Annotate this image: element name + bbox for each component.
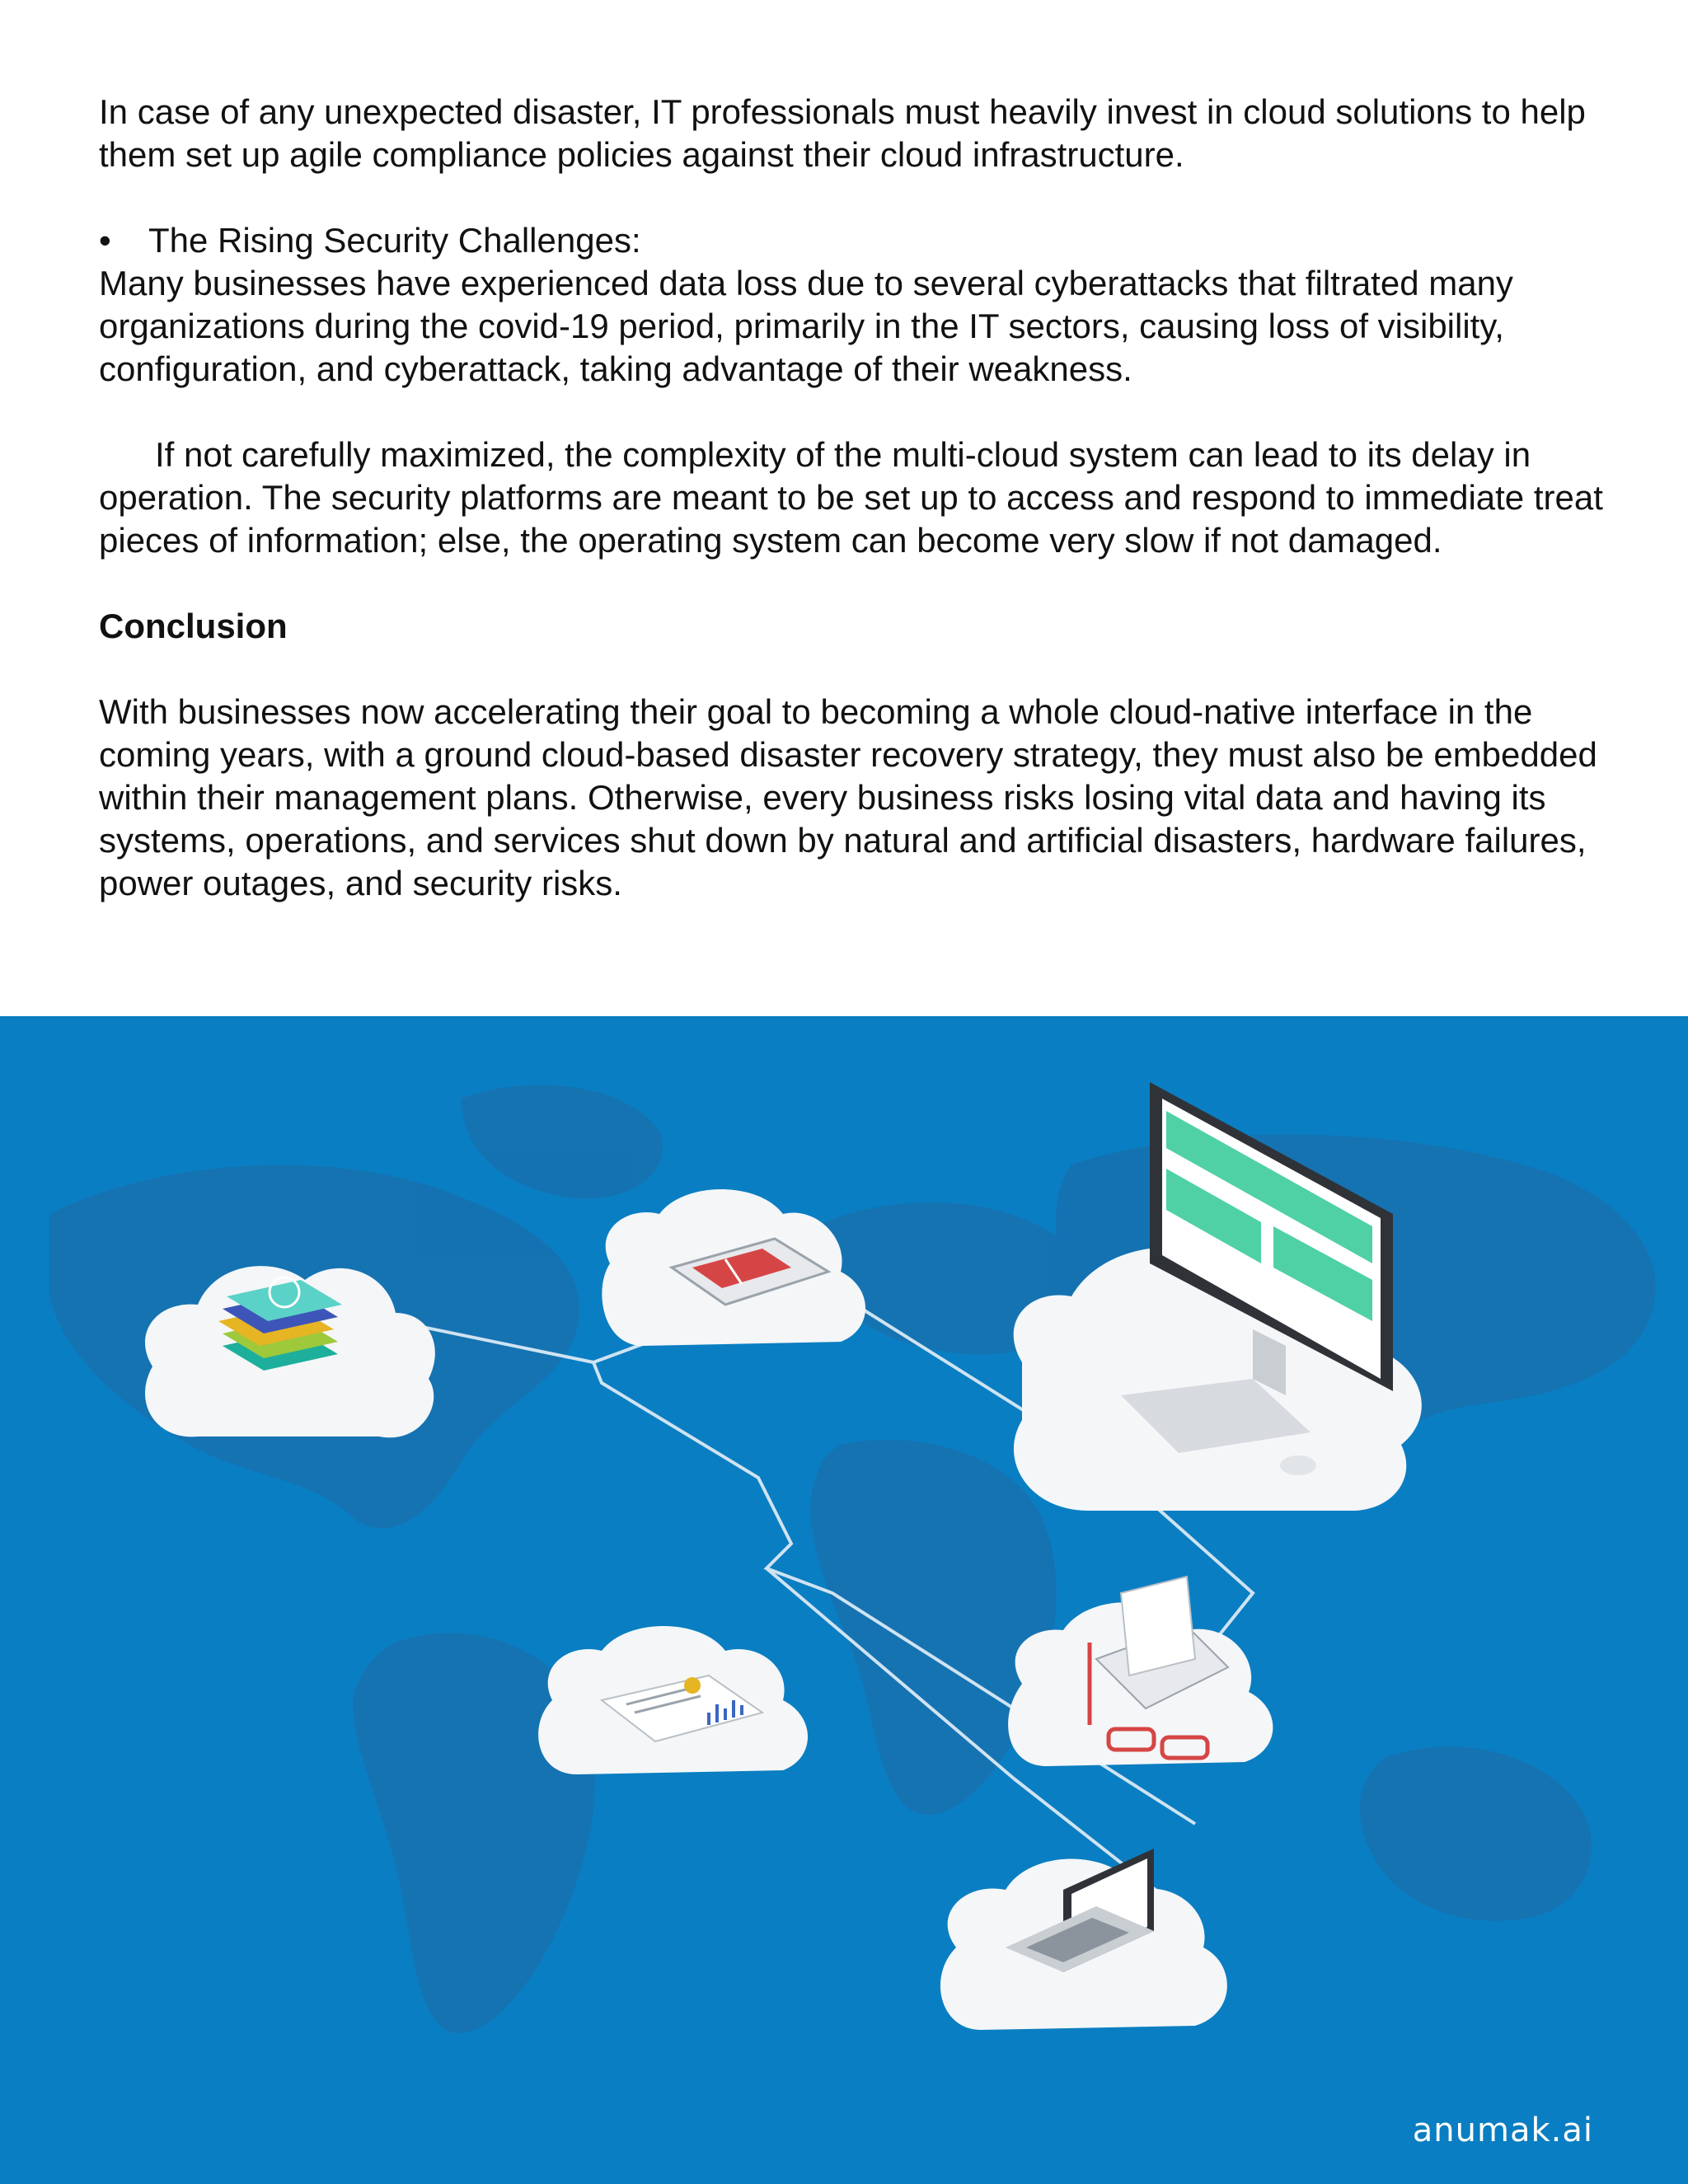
article-body: [99, 91, 1607, 905]
bullet-dot: •: [99, 221, 111, 260]
world-map: [49, 1085, 1656, 2033]
bullet-item: [99, 219, 1607, 262]
cloud-network-illustration: [0, 1016, 1688, 2184]
cloud-laptop: [940, 1849, 1227, 2030]
cloud-network-graphic: [0, 1016, 1688, 2184]
security-paragraph: Many businesses have experienced data loss due to several cyberattacks that filtrated many organizations during the covid-19 period, primarily in the IT sectors, causing loss of visibility, configuration, and cyberattack, taking advantage of their weakness.: [99, 264, 1513, 388]
cloud-tablet: [602, 1189, 865, 1346]
conclusion-paragraph: With businesses now accelerating their goal to becoming a whole cloud-native interface in the coming years, with a ground cloud-based disaster recovery strategy, they must also be embedded within their management plans. Otherwise, every business risks losing vital data and having its systems, operations, and services shut down by natural and artificial disasters, hardware failures, power outages, and security risks.: [99, 692, 1597, 902]
cloud-report: [538, 1626, 808, 1774]
complexity-paragraph: If not carefully maximized, the complexity of the multi-cloud system can lead to its delay in operation. The security platforms are meant to be set up to access and respond to immediate treat pieces of information; else, the operating system can become very slow if not damaged.: [99, 435, 1603, 560]
watermark: anumak.ai: [1412, 2111, 1593, 2149]
intro-paragraph: In case of any unexpected disaster, IT professionals must heavily invest in cloud solutions to help them set up agile compliance policies against their cloud infrastructure.: [99, 92, 1586, 174]
conclusion-heading: Conclusion: [99, 607, 288, 645]
bullet-heading: The Rising Security Challenges:: [148, 221, 641, 260]
